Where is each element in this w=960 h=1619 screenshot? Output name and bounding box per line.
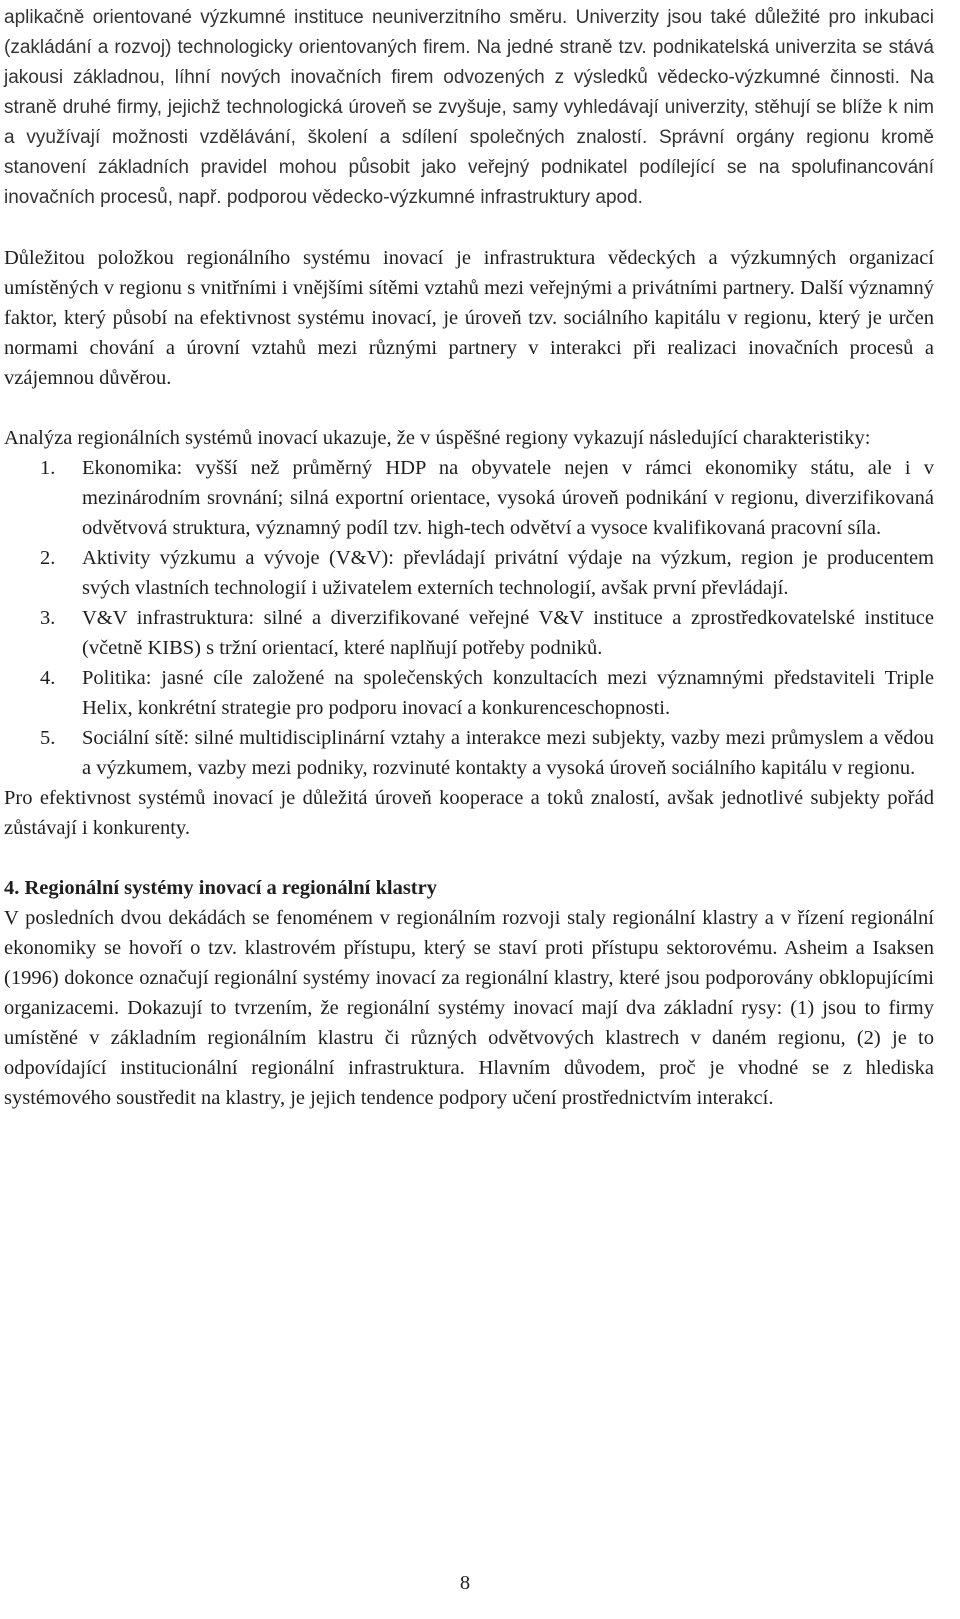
page-number: 8	[459, 1572, 471, 1594]
list-item	[4, 723, 934, 783]
paragraph-cooperation: Pro efektivnost systémů inovací je důležitá úroveň kooperace a toků znalostí, avšak jednotlivé subjekty pořád zůstávají i konkurenty.	[4, 787, 934, 839]
list-item-number: 1.	[40, 457, 56, 479]
list-item-number: 2.	[40, 547, 56, 569]
list-item-number: 3.	[40, 607, 56, 629]
list-item-text: Politika: jasné cíle založené na společenských konzultacích mezi významnými představiteli Triple Helix, konkrétní strategie pro podporu inovací a konkurenceschopnosti.	[82, 667, 934, 719]
list-item-number: 4.	[40, 667, 56, 689]
list-item	[4, 663, 934, 723]
paragraph-infrastructure: Důležitou položkou regionálního systému inovací je infrastruktura vědeckých a výzkumných organizací umístěných v regionu s vnitřními i vnějšími sítěmi vztahů mezi veřejnými a privátními partnery. Další významný faktor, který působí na efektivnost systému inovací, je úroveň tzv. sociálního kapitálu v regionu, který je určen normami chování a úrovní vztahů mezi různými partnery v interakci při realizaci inovačních procesů a vzájemnou důvěrou.	[4, 247, 934, 389]
list-item-text: Ekonomika: vyšší než průměrný HDP na obyvatele nejen v rámci ekonomiky státu, ale i v mezinárodním srovnání; silná exportní orientace, vysoká úroveň podnikání v regionu, diverzifikovaná odvětvová struktura, významný podíl tzv. high-tech odvětví a vysoce kvalifikovaná pracovní síla.	[82, 457, 934, 539]
paragraph-clusters: V posledních dvou dekádách se fenoménem v regionálním rozvoji staly regionální klastry a v řízení regionální ekonomiky se hovoří o tzv. klastrovém přístupu, který se staví proti přístupu sektorovému. Asheim a Isaksen (1996) dokonce označují regionální systémy inovací za regionální klastry, které jsou podporovány obklopujícími organizacemi. Dokazují to tvrzením, že regionální systémy inovací mají dva základní rysy: (1) jsou to firmy umístěné v základním regionálním klastru či různých odvětvových klastrech v daném regionu, (2) je to odpovídající institucionální regionální infrastruktura. Hlavním důvodem, proč je vhodné se z hlediska systémového soustředit na klastry, je jejich tendence podpory učení prostřednictvím interakcí.	[4, 907, 934, 1109]
characteristics-list	[4, 453, 934, 783]
list-item	[4, 603, 934, 663]
paragraph-intro: aplikačně orientované výzkumné instituce neuniverzitního směru. Univerzity jsou také důležité pro inkubaci (zakládání a rozvoj) technologicky orientovaných firem. Na jedné straně tzv. podnikatelská univerzita se stává jakousi základnou, líhní nových inovačních firem odvozených z výsledků vědecko-výzkumné činnosti. Na straně druhé firmy, jejichž technologická úroveň se zvyšuje, samy vyhledávají univerzity, stěhují se blíže k nim a využívají možnosti vzdělávání, školení a sdílení společných znalostí. Správní orgány regionu kromě stanovení základních pravidel mohou působit jako veřejný podnikatel podílející se na spolufinancování inovačních procesů, např. podporou vědecko-výzkumné infrastruktury apod.	[4, 7, 934, 208]
paragraph-analysis: Analýza regionálních systémů inovací ukazuje, že v úspěšné regiony vykazují následující charakteristiky:	[4, 427, 871, 449]
list-item-text: V&V infrastruktura: silné a diverzifikované veřejné V&V instituce a zprostředkovatelské instituce (včetně KIBS) s tržní orientací, které naplňují potřeby podniků.	[82, 607, 934, 659]
section-heading: 4. Regionální systémy inovací a regionální klastry	[4, 877, 437, 899]
list-item-number: 5.	[40, 727, 56, 749]
list-item-text: Sociální sítě: silné multidisciplinární vztahy a interakce mezi subjekty, vazby mezi průmyslem a vědou a výzkumem, vazby mezi podniky, rozvinuté kontakty a vysoká úroveň sociálního kapitálu v regionu.	[82, 727, 934, 779]
list-item-text: Aktivity výzkumu a vývoje (V&V): převládají privátní výdaje na výzkum, region je producentem svých vlastních technologií i uživatelem externích technologií, avšak první převládají.	[82, 547, 934, 599]
list-item	[4, 453, 934, 543]
list-item	[4, 543, 934, 603]
